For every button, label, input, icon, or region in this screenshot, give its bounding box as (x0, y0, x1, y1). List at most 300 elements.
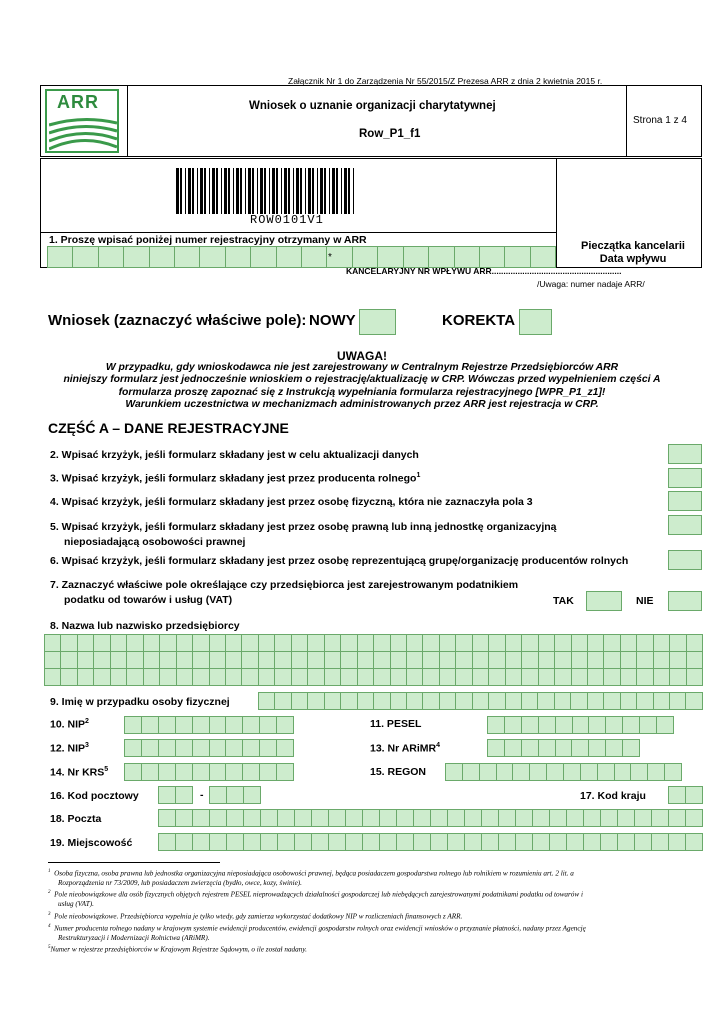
input-cell[interactable] (521, 634, 538, 652)
input-cell[interactable] (538, 716, 556, 734)
input-cell[interactable] (571, 651, 588, 669)
input-cell[interactable] (587, 692, 604, 710)
q6-checkbox[interactable] (668, 550, 702, 570)
input-cell[interactable] (192, 739, 210, 757)
input-cell[interactable] (176, 668, 193, 686)
input-cell[interactable] (668, 809, 686, 827)
input-cell[interactable] (422, 668, 439, 686)
input-cell[interactable] (379, 809, 397, 827)
input-cell[interactable] (472, 692, 489, 710)
input-cell[interactable] (209, 833, 227, 851)
input-cell[interactable] (199, 246, 225, 268)
input-cell[interactable] (620, 651, 637, 669)
input-cell[interactable] (636, 668, 653, 686)
input-cell[interactable] (110, 668, 127, 686)
input-cell[interactable] (488, 634, 505, 652)
input-cell[interactable] (175, 739, 193, 757)
input-cell[interactable] (158, 786, 176, 804)
input-cell[interactable] (538, 739, 556, 757)
input-cell[interactable] (209, 763, 227, 781)
additional-nip-field[interactable] (124, 739, 293, 757)
input-cell[interactable] (44, 668, 61, 686)
input-cell[interactable] (603, 634, 620, 652)
input-cell[interactable] (141, 763, 159, 781)
q2-checkbox[interactable] (668, 444, 702, 464)
input-cell[interactable] (549, 833, 567, 851)
input-cell[interactable] (373, 668, 390, 686)
input-cell[interactable] (620, 668, 637, 686)
input-cell[interactable] (352, 246, 378, 268)
input-cell[interactable] (686, 634, 703, 652)
input-cell[interactable] (143, 668, 160, 686)
input-cell[interactable] (158, 739, 176, 757)
input-cell[interactable] (277, 809, 295, 827)
input-cell[interactable] (192, 809, 210, 827)
regon-field[interactable] (445, 763, 681, 781)
input-cell[interactable] (274, 651, 291, 669)
input-cell[interactable] (634, 833, 652, 851)
input-cell[interactable] (464, 809, 482, 827)
input-cell[interactable] (636, 634, 653, 652)
input-cell[interactable] (603, 668, 620, 686)
input-cell[interactable] (307, 692, 324, 710)
input-cell[interactable] (529, 763, 547, 781)
input-cell[interactable] (93, 651, 110, 669)
input-cell[interactable] (455, 651, 472, 669)
input-cell[interactable] (472, 651, 489, 669)
input-cell[interactable] (563, 763, 581, 781)
input-cell[interactable] (225, 739, 243, 757)
vat-no-checkbox[interactable] (668, 591, 702, 611)
input-cell[interactable] (587, 651, 604, 669)
input-cell[interactable] (357, 692, 374, 710)
input-cell[interactable] (422, 634, 439, 652)
input-cell[interactable] (60, 634, 77, 652)
input-cell[interactable] (472, 668, 489, 686)
input-cell[interactable] (498, 809, 516, 827)
input-cell[interactable] (311, 809, 329, 827)
input-cell[interactable] (505, 634, 522, 652)
input-cell[interactable] (430, 833, 448, 851)
nip-field[interactable] (124, 716, 293, 734)
input-cell[interactable] (570, 692, 587, 710)
input-cell[interactable] (588, 716, 606, 734)
input-cell[interactable] (294, 833, 312, 851)
input-cell[interactable] (521, 668, 538, 686)
input-cell[interactable] (159, 668, 176, 686)
input-cell[interactable] (373, 634, 390, 652)
input-cell[interactable] (324, 668, 341, 686)
input-cell[interactable] (209, 739, 227, 757)
input-cell[interactable] (390, 692, 407, 710)
input-cell[interactable] (259, 739, 277, 757)
input-cell[interactable] (487, 716, 505, 734)
input-cell[interactable] (324, 651, 341, 669)
input-cell[interactable] (639, 716, 657, 734)
input-cell[interactable] (226, 786, 244, 804)
input-cell[interactable] (496, 763, 514, 781)
input-cell[interactable] (362, 809, 380, 827)
input-cell[interactable] (301, 246, 327, 268)
input-cell[interactable] (439, 651, 456, 669)
input-cell[interactable] (521, 692, 538, 710)
input-cell[interactable] (622, 716, 640, 734)
input-cell[interactable] (664, 763, 682, 781)
input-cell[interactable] (669, 651, 686, 669)
locality-field[interactable] (158, 833, 702, 851)
input-cell[interactable] (274, 692, 291, 710)
input-cell[interactable] (653, 634, 670, 652)
input-cell[interactable] (225, 634, 242, 652)
input-cell[interactable] (60, 651, 77, 669)
input-cell[interactable] (241, 668, 258, 686)
input-cell[interactable] (307, 651, 324, 669)
input-cell[interactable] (571, 668, 588, 686)
input-cell[interactable] (258, 692, 275, 710)
input-cell[interactable] (241, 634, 258, 652)
input-cell[interactable] (396, 833, 414, 851)
input-cell[interactable] (620, 634, 637, 652)
input-cell[interactable] (521, 716, 539, 734)
input-cell[interactable] (258, 668, 275, 686)
input-cell[interactable] (455, 634, 472, 652)
input-cell[interactable] (439, 668, 456, 686)
input-cell[interactable] (505, 692, 522, 710)
input-cell[interactable] (259, 716, 277, 734)
input-cell[interactable] (243, 833, 261, 851)
input-cell[interactable] (588, 739, 606, 757)
input-cell[interactable] (455, 692, 472, 710)
input-cell[interactable] (505, 651, 522, 669)
post-office-field[interactable] (158, 809, 702, 827)
input-cell[interactable] (126, 668, 143, 686)
input-cell[interactable] (669, 634, 686, 652)
input-cell[interactable] (176, 651, 193, 669)
input-cell[interactable] (530, 246, 556, 268)
input-cell[interactable] (656, 716, 674, 734)
input-cell[interactable] (428, 246, 454, 268)
input-cell[interactable] (324, 634, 341, 652)
input-cell[interactable] (614, 763, 632, 781)
input-cell[interactable] (504, 246, 530, 268)
input-cell[interactable] (209, 809, 227, 827)
input-cell[interactable] (454, 246, 480, 268)
input-cell[interactable] (291, 692, 308, 710)
input-cell[interactable] (447, 809, 465, 827)
input-cell[interactable] (571, 739, 589, 757)
input-cell[interactable] (93, 634, 110, 652)
input-cell[interactable] (390, 634, 407, 652)
input-cell[interactable] (549, 809, 567, 827)
input-cell[interactable] (340, 651, 357, 669)
input-cell[interactable] (242, 716, 260, 734)
input-cell[interactable] (192, 668, 209, 686)
arimr-field[interactable] (487, 739, 639, 757)
input-cell[interactable] (685, 692, 702, 710)
input-cell[interactable] (158, 833, 176, 851)
input-cell[interactable] (141, 716, 159, 734)
input-cell[interactable] (243, 809, 261, 827)
input-cell[interactable] (620, 692, 637, 710)
input-cell[interactable] (291, 668, 308, 686)
input-cell[interactable] (686, 651, 703, 669)
input-cell[interactable] (209, 716, 227, 734)
input-cell[interactable] (669, 668, 686, 686)
input-cell[interactable] (464, 833, 482, 851)
input-cell[interactable] (143, 634, 160, 652)
input-cell[interactable] (554, 634, 571, 652)
input-cell[interactable] (345, 809, 363, 827)
input-cell[interactable] (209, 651, 226, 669)
input-cell[interactable] (622, 739, 640, 757)
input-cell[interactable] (600, 809, 618, 827)
input-cell[interactable] (505, 668, 522, 686)
input-cell[interactable] (403, 246, 429, 268)
input-cell[interactable] (328, 809, 346, 827)
input-cell[interactable] (124, 716, 142, 734)
postcode-part-2[interactable] (209, 786, 260, 804)
input-cell[interactable] (617, 833, 635, 851)
input-cell[interactable] (192, 833, 210, 851)
input-cell[interactable] (554, 651, 571, 669)
input-cell[interactable] (276, 246, 302, 268)
input-cell[interactable] (158, 763, 176, 781)
input-cell[interactable] (653, 668, 670, 686)
input-cell[interactable] (406, 651, 423, 669)
input-cell[interactable] (225, 716, 243, 734)
input-cell[interactable] (498, 833, 516, 851)
input-cell[interactable] (532, 809, 550, 827)
input-cell[interactable] (294, 809, 312, 827)
input-cell[interactable] (209, 668, 226, 686)
input-cell[interactable] (209, 786, 227, 804)
input-cell[interactable] (175, 786, 193, 804)
input-cell[interactable] (159, 634, 176, 652)
input-cell[interactable] (587, 634, 604, 652)
input-cell[interactable] (291, 651, 308, 669)
input-cell[interactable] (521, 739, 539, 757)
input-cell[interactable] (605, 739, 623, 757)
input-cell[interactable] (481, 833, 499, 851)
correction-checkbox[interactable] (519, 309, 552, 335)
input-cell[interactable] (124, 763, 142, 781)
input-cell[interactable] (413, 833, 431, 851)
input-cell[interactable] (636, 692, 653, 710)
input-cell[interactable] (77, 668, 94, 686)
new-checkbox[interactable] (359, 309, 396, 335)
input-cell[interactable] (566, 833, 584, 851)
company-name-row-3[interactable] (44, 668, 702, 686)
input-cell[interactable] (158, 809, 176, 827)
input-cell[interactable] (60, 668, 77, 686)
input-cell[interactable] (422, 651, 439, 669)
input-cell[interactable] (617, 809, 635, 827)
input-cell[interactable] (488, 692, 505, 710)
input-cell[interactable] (597, 763, 615, 781)
input-cell[interactable] (159, 651, 176, 669)
input-cell[interactable] (259, 763, 277, 781)
input-cell[interactable] (462, 763, 480, 781)
input-cell[interactable] (307, 668, 324, 686)
input-cell[interactable] (44, 634, 61, 652)
input-cell[interactable] (653, 651, 670, 669)
input-cell[interactable] (258, 651, 275, 669)
postcode-part-1[interactable] (158, 786, 192, 804)
input-cell[interactable] (515, 809, 533, 827)
input-cell[interactable] (686, 668, 703, 686)
input-cell[interactable] (406, 634, 423, 652)
vat-yes-checkbox[interactable] (586, 591, 622, 611)
input-cell[interactable] (311, 833, 329, 851)
input-cell[interactable] (447, 833, 465, 851)
first-name-field[interactable] (258, 692, 702, 710)
input-cell[interactable] (123, 246, 149, 268)
input-cell[interactable] (430, 809, 448, 827)
input-cell[interactable] (93, 668, 110, 686)
input-cell[interactable] (504, 716, 522, 734)
pesel-field[interactable] (487, 716, 673, 734)
input-cell[interactable] (158, 716, 176, 734)
input-cell[interactable] (504, 739, 522, 757)
input-cell[interactable] (72, 246, 98, 268)
input-cell[interactable] (174, 246, 200, 268)
registration-number-field[interactable] (47, 246, 555, 268)
input-cell[interactable] (651, 833, 669, 851)
input-cell[interactable] (242, 763, 260, 781)
input-cell[interactable] (515, 833, 533, 851)
input-cell[interactable] (521, 651, 538, 669)
input-cell[interactable] (324, 692, 341, 710)
input-cell[interactable] (487, 739, 505, 757)
input-cell[interactable] (192, 634, 209, 652)
input-cell[interactable] (176, 634, 193, 652)
input-cell[interactable] (587, 668, 604, 686)
input-cell[interactable] (413, 809, 431, 827)
input-cell[interactable] (373, 692, 390, 710)
input-cell[interactable] (685, 786, 703, 804)
input-cell[interactable] (44, 651, 61, 669)
input-cell[interactable] (571, 634, 588, 652)
input-cell[interactable] (647, 763, 665, 781)
company-name-row-1[interactable] (44, 634, 702, 652)
input-cell[interactable] (260, 809, 278, 827)
input-cell[interactable] (192, 763, 210, 781)
input-cell[interactable] (546, 763, 564, 781)
input-cell[interactable] (512, 763, 530, 781)
input-cell[interactable] (481, 809, 499, 827)
input-cell[interactable] (538, 651, 555, 669)
input-cell[interactable] (77, 651, 94, 669)
input-cell[interactable] (362, 833, 380, 851)
input-cell[interactable] (276, 716, 294, 734)
input-cell[interactable] (445, 763, 463, 781)
input-cell[interactable] (532, 833, 550, 851)
input-cell[interactable] (538, 634, 555, 652)
input-cell[interactable] (572, 716, 590, 734)
input-cell[interactable] (110, 634, 127, 652)
input-cell[interactable] (669, 692, 686, 710)
input-cell[interactable] (192, 716, 210, 734)
input-cell[interactable] (396, 809, 414, 827)
input-cell[interactable] (630, 763, 648, 781)
input-cell[interactable] (390, 651, 407, 669)
input-cell[interactable] (651, 809, 669, 827)
input-cell[interactable] (357, 651, 374, 669)
input-cell[interactable] (340, 668, 357, 686)
input-cell[interactable] (175, 716, 193, 734)
input-cell[interactable] (605, 716, 623, 734)
input-cell[interactable] (242, 739, 260, 757)
input-cell[interactable] (685, 809, 703, 827)
input-cell[interactable] (439, 634, 456, 652)
input-cell[interactable] (192, 651, 209, 669)
input-cell[interactable] (583, 809, 601, 827)
input-cell[interactable] (600, 833, 618, 851)
input-cell[interactable] (340, 692, 357, 710)
input-cell[interactable] (250, 246, 276, 268)
input-cell[interactable] (226, 809, 244, 827)
input-cell[interactable] (126, 651, 143, 669)
input-cell[interactable] (149, 246, 175, 268)
input-cell[interactable] (243, 786, 261, 804)
input-cell[interactable] (225, 246, 251, 268)
input-cell[interactable] (422, 692, 439, 710)
input-cell[interactable] (377, 246, 403, 268)
input-cell[interactable] (110, 651, 127, 669)
input-cell[interactable] (274, 634, 291, 652)
input-cell[interactable] (143, 651, 160, 669)
input-cell[interactable] (226, 833, 244, 851)
input-cell[interactable] (307, 634, 324, 652)
krs-field[interactable] (124, 763, 293, 781)
input-cell[interactable] (98, 246, 124, 268)
input-cell[interactable] (291, 634, 308, 652)
input-cell[interactable] (328, 833, 346, 851)
input-cell[interactable] (357, 668, 374, 686)
input-cell[interactable] (276, 739, 294, 757)
input-cell[interactable] (439, 692, 456, 710)
input-cell[interactable] (225, 651, 242, 669)
input-cell[interactable] (538, 668, 555, 686)
input-cell[interactable] (357, 634, 374, 652)
input-cell[interactable] (583, 833, 601, 851)
input-cell[interactable] (175, 833, 193, 851)
input-cell[interactable] (258, 634, 275, 652)
input-cell[interactable] (653, 692, 670, 710)
q3-checkbox[interactable] (668, 468, 702, 488)
input-cell[interactable] (340, 634, 357, 652)
input-cell[interactable] (537, 692, 554, 710)
input-cell[interactable] (603, 692, 620, 710)
input-cell[interactable] (555, 716, 573, 734)
input-cell[interactable] (77, 634, 94, 652)
input-cell[interactable] (141, 739, 159, 757)
input-cell[interactable] (225, 763, 243, 781)
input-cell[interactable] (260, 833, 278, 851)
input-cell[interactable] (345, 833, 363, 851)
input-cell[interactable] (406, 668, 423, 686)
input-cell[interactable] (276, 763, 294, 781)
input-cell[interactable] (209, 634, 226, 652)
input-cell[interactable] (126, 634, 143, 652)
company-name-row-2[interactable] (44, 651, 702, 669)
input-cell[interactable] (225, 668, 242, 686)
input-cell[interactable] (636, 651, 653, 669)
input-cell[interactable] (472, 634, 489, 652)
input-cell[interactable] (603, 651, 620, 669)
input-cell[interactable] (580, 763, 598, 781)
input-cell[interactable] (406, 692, 423, 710)
